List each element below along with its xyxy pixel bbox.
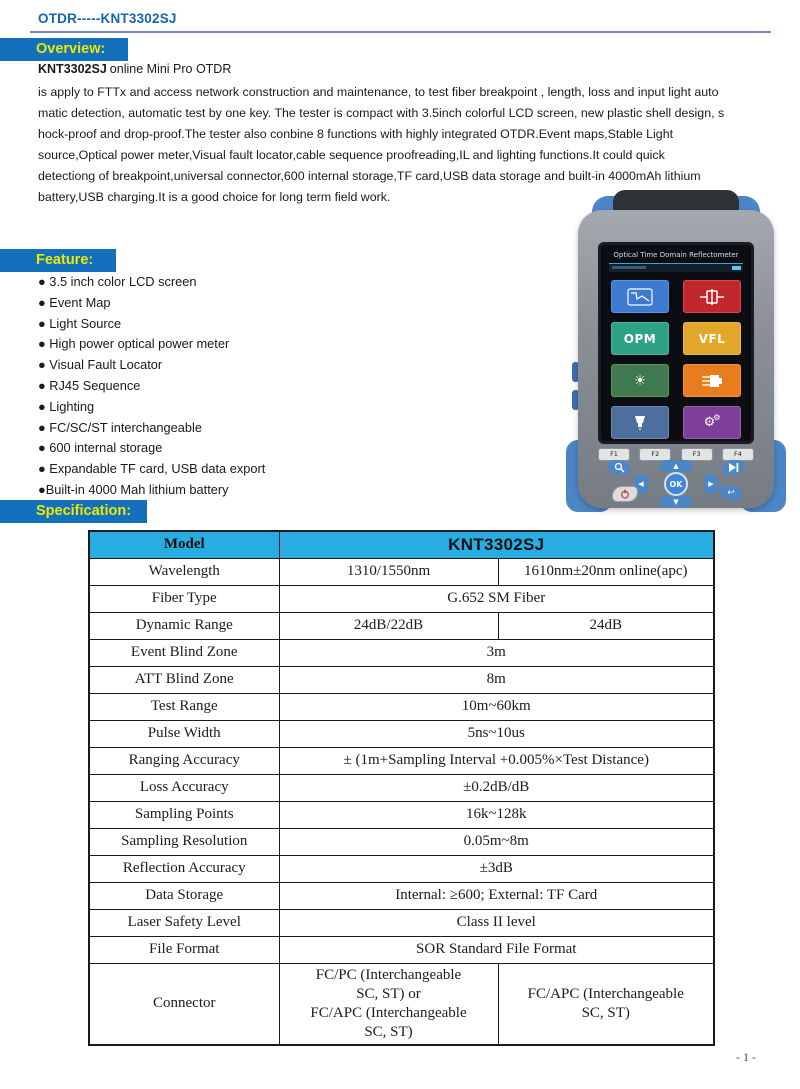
opm-label: OPM: [623, 331, 657, 346]
spec-cell-line: FC/APC (Interchangeable: [310, 1004, 467, 1021]
magnifier-key: [608, 460, 630, 475]
vfl-tile: [683, 322, 741, 355]
device-menu-grid: [601, 280, 751, 439]
spec-row: [89, 720, 714, 747]
spec-value-cell: 0.05m~8m: [279, 828, 714, 855]
spec-row: [89, 882, 714, 909]
spec-label-cell: Sampling Resolution: [89, 828, 279, 855]
overview-paragraph-line: hock-proof and drop-proof.The tester also conbine 8 functions with highly integrated OTDR.Event maps,Stable Light: [38, 127, 674, 141]
spec-row: [89, 774, 714, 801]
spec-value-cell: 3m: [279, 639, 714, 666]
spec-value-cell: ± (1m+Sampling Interval +0.005%×Test Distance): [279, 747, 714, 774]
lighting-icon: [631, 415, 649, 431]
event-map-icon: [699, 289, 725, 305]
spec-row: [89, 828, 714, 855]
event-map-tile: [683, 280, 741, 313]
spec-row: [89, 693, 714, 720]
spec-value-cell: 5ns~10us: [279, 720, 714, 747]
fkey-f4: F4: [722, 448, 754, 461]
spec-value-cell: 10m~60km: [279, 693, 714, 720]
spec-value-cell: 24dB/22dB: [279, 612, 498, 639]
spec-label-cell: Dynamic Range: [89, 612, 279, 639]
spec-row: [89, 639, 714, 666]
spec-label-cell: Test Range: [89, 693, 279, 720]
down-arrow-key: ▼: [660, 496, 692, 507]
spec-value-cell: [279, 963, 498, 1045]
device-screen: [598, 242, 754, 444]
settings-tile: [683, 406, 741, 439]
spec-value-cell: Class II level: [279, 909, 714, 936]
page-number: - 1 -: [736, 1050, 756, 1064]
spec-cell-line: SC, ST): [581, 1004, 630, 1021]
right-arrow-key: ▶: [704, 474, 718, 494]
power-key: [612, 486, 638, 502]
feature-item: ● RJ45 Sequence: [38, 377, 141, 393]
ok-key: OK: [664, 472, 688, 496]
spec-cell-line: SC, ST) or: [356, 985, 421, 1002]
spec-label-cell: Loss Accuracy: [89, 774, 279, 801]
spec-row: [89, 747, 714, 774]
power-icon: [620, 489, 630, 499]
feature-item: ● Expandable TF card, USB data export: [38, 461, 266, 477]
spec-label-cell: Connector: [89, 963, 279, 1045]
header-rule: [30, 31, 771, 33]
feature-item: ● Light Source: [38, 315, 122, 331]
settings-icon: ⚙ ⚙: [703, 413, 721, 430]
spec-value-cell: Internal: ≥600; External: TF Card: [279, 882, 714, 909]
light-source-tile: [611, 364, 669, 397]
product-photo: [556, 190, 796, 512]
spec-label-cell: Data Storage: [89, 882, 279, 909]
device-body: [578, 210, 774, 508]
product-model: KNT3302SJ: [38, 62, 107, 76]
spec-label-cell: Event Blind Zone: [89, 639, 279, 666]
feature-item: ● 600 internal storage: [38, 440, 163, 456]
spec-value-cell: 16k~128k: [279, 801, 714, 828]
specification-table: [88, 530, 715, 1046]
opm-tile: [611, 322, 669, 355]
spec-row: [89, 585, 714, 612]
spec-value-cell: G.652 SM Fiber: [279, 585, 714, 612]
spec-value-cell: [498, 963, 714, 1045]
otdr-trace-icon: [627, 288, 653, 306]
fkey-f1: F1: [598, 448, 630, 461]
overview-section-label: Overview:: [0, 38, 128, 61]
spec-value-cell: SOR Standard File Format: [279, 936, 714, 963]
left-arrow-key: ◀: [634, 474, 648, 494]
spec-row: [89, 801, 714, 828]
spec-value-cell: 1610nm±20nm online(apc): [498, 558, 714, 585]
spec-value-cell: ±0.2dB/dB: [279, 774, 714, 801]
overview-paragraph-line: detectiong of breakpoint,universal connector,600 internal storage,TF card,USB data storage and built-in 4000mAh lithium: [38, 169, 701, 183]
spec-row: [89, 558, 714, 585]
feature-item: ● Lighting: [38, 398, 95, 414]
feature-item: ● 3.5 inch color LCD screen: [38, 274, 197, 289]
feature-item: ● FC/SC/ST interchangeable: [38, 419, 202, 435]
vfl-label: VFL: [698, 331, 726, 346]
spec-label-cell: Pulse Width: [89, 720, 279, 747]
spec-row: [89, 909, 714, 936]
overview-paragraph-line: matic detection, automatic test by one key. The tester is compact with 3.5inch colorful LCD screen, new plastic shell design, s: [38, 106, 725, 120]
return-key: ↩: [720, 486, 742, 500]
spec-row: [89, 612, 714, 639]
spec-cell-line: FC/PC (Interchangeable: [315, 966, 462, 983]
skip-icon: [728, 463, 739, 472]
spec-label-cell: Laser Safety Level: [89, 909, 279, 936]
magnifier-icon: [614, 462, 625, 473]
feature-item: ●Built-in 4000 Mah lithium battery: [38, 481, 229, 497]
spec-value-cell: 8m: [279, 666, 714, 693]
feature-item: ● Event Map: [38, 294, 111, 310]
spec-cell-line: SC, ST): [364, 1023, 413, 1040]
spec-header-model-value: KNT3302SJ: [279, 531, 714, 558]
fkey-f3: F3: [681, 448, 713, 461]
spec-value-cell: 24dB: [498, 612, 714, 639]
doc-title: OTDR-----KNT3302SJ: [38, 11, 177, 26]
feature-item: ● Visual Fault Locator: [38, 357, 163, 373]
spec-header-model: Model: [89, 531, 279, 558]
spec-label-cell: Ranging Accuracy: [89, 747, 279, 774]
device-status-bar: [609, 263, 743, 272]
spec-label-cell: File Format: [89, 936, 279, 963]
spec-row: [89, 855, 714, 882]
spec-label-cell: Wavelength: [89, 558, 279, 585]
spec-value-cell: 1310/1550nm: [279, 558, 498, 585]
feature-section-label: Feature:: [0, 249, 116, 272]
rj45-icon: [701, 373, 723, 389]
light-source-icon: ☀: [633, 372, 647, 389]
up-arrow-key: ▲: [660, 460, 692, 472]
fkey-f2: F2: [639, 448, 671, 461]
overview-paragraph-line: source,Optical power meter,Visual fault locator,cable sequence proofreading,IL and lighting functions.It could quick: [38, 148, 665, 162]
spec-value-cell: ±3dB: [279, 855, 714, 882]
skip-key: [722, 460, 744, 475]
specification-section-label: Specification:: [0, 500, 147, 523]
overview-paragraph-line: battery,USB charging.It is a good choice for long term field work.: [38, 190, 391, 204]
spec-label-cell: ATT Blind Zone: [89, 666, 279, 693]
feature-item: ● High power optical power meter: [38, 336, 230, 352]
spec-row: [89, 666, 714, 693]
spec-label-cell: Reflection Accuracy: [89, 855, 279, 882]
spec-row: [89, 936, 714, 963]
rj45-sequence-tile: [683, 364, 741, 397]
spec-label-cell: Fiber Type: [89, 585, 279, 612]
overview-paragraph-line: is apply to FTTx and access network construction and maintenance, to test fiber breakpoint , length, loss and input light auto: [38, 85, 719, 99]
product-name-line: [38, 62, 231, 76]
spec-cell-line: FC/APC (Interchangeable: [527, 985, 684, 1002]
lighting-tile: [611, 406, 669, 439]
spec-header-row: [89, 531, 714, 558]
spec-row: [89, 963, 714, 1045]
otdr-tile: [611, 280, 669, 313]
product-descriptor: online Mini Pro OTDR: [109, 62, 232, 76]
feature-list: [38, 272, 438, 501]
device-screen-title: Optical Time Domain Reflectometer: [613, 251, 739, 259]
spec-label-cell: Sampling Points: [89, 801, 279, 828]
